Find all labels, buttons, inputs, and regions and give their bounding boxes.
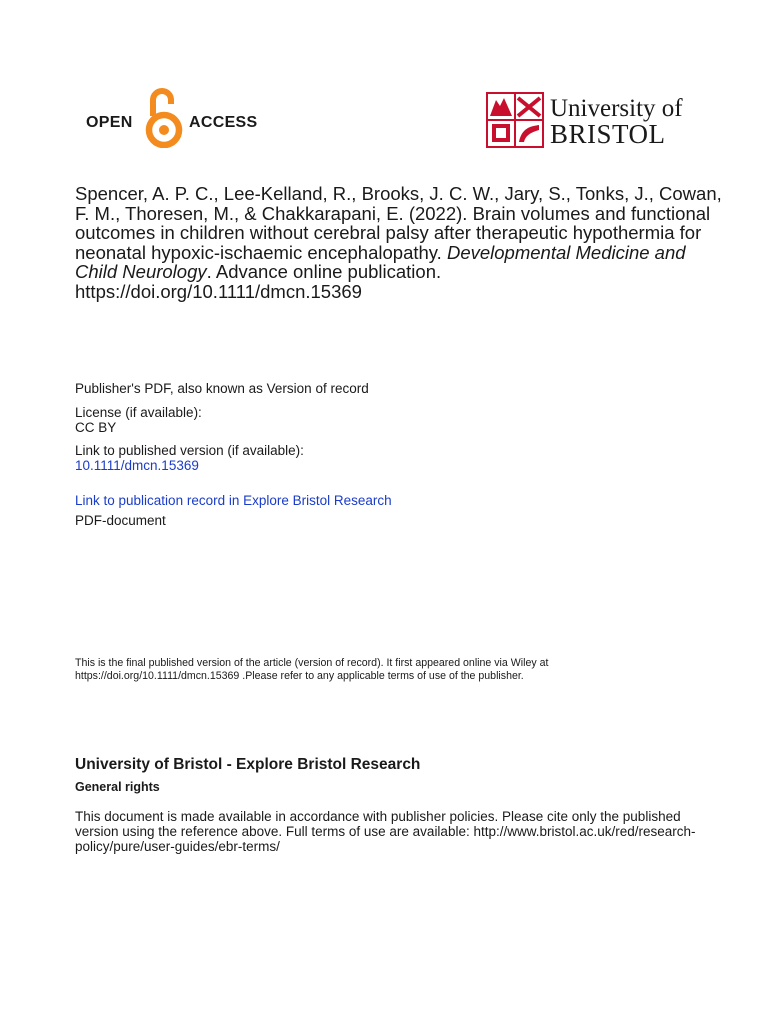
document-format: PDF-document xyxy=(75,513,166,528)
published-version-label: Link to published version (if available): xyxy=(75,443,304,458)
open-access-logo xyxy=(86,86,266,152)
open-lock-icon xyxy=(144,86,184,148)
citation-doi: . Advance online publication. https://doi.org/10.1111/dmcn.15369 xyxy=(75,261,442,302)
final-version-note: This is the final published version of the article (version of record). It first appeared online via Wiley at https://doi.org/10.1111/dmcn.15369 .Please refer to any applicable terms of use of the publisher. xyxy=(75,657,549,682)
citation xyxy=(75,184,725,301)
publication-record-link[interactable]: Link to publication record in Explore Bristol Research xyxy=(75,493,392,508)
citation-journal: Developmental Medicine and Child Neurology xyxy=(75,241,686,282)
explore-bristol-heading: University of Bristol - Explore Bristol Research xyxy=(75,756,421,773)
university-crest-icon xyxy=(486,92,546,150)
open-access-logo-left-word: OPEN xyxy=(86,114,133,131)
citation-text: Spencer, A. P. C., Lee-Kelland, R., Brooks, J. C. W., Jary, S., Tonks, J., Cowan, F. M., Thoresen, M., & Chakkarapani, E. (2022). Brain volumes and functional outcomes in children without cerebral palsy after therapeutic hypothermia for neonatal hypoxic-ischaemic encephalopathy. xyxy=(75,183,722,263)
license-value: CC BY xyxy=(75,420,117,435)
general-rights-heading: General rights xyxy=(75,780,160,794)
university-name-line-1: University of xyxy=(550,95,683,122)
university-name-line-2: BRISTOL xyxy=(550,119,666,149)
open-access-logo-right-word: ACCESS xyxy=(189,114,258,131)
version-text: Publisher's PDF, also known as Version of record xyxy=(75,381,369,396)
published-version-link[interactable]: 10.1111/dmcn.15369 xyxy=(75,458,199,473)
university-logo xyxy=(486,92,691,150)
general-rights-text: This document is made available in accordance with publisher policies. Please cite only the published version using the reference above. Full terms of use are available: http://www.bristol.ac.uk/red/research-policy/pure/user-guides/ebr-terms/ xyxy=(75,809,696,854)
license-label: License (if available): xyxy=(75,405,202,420)
